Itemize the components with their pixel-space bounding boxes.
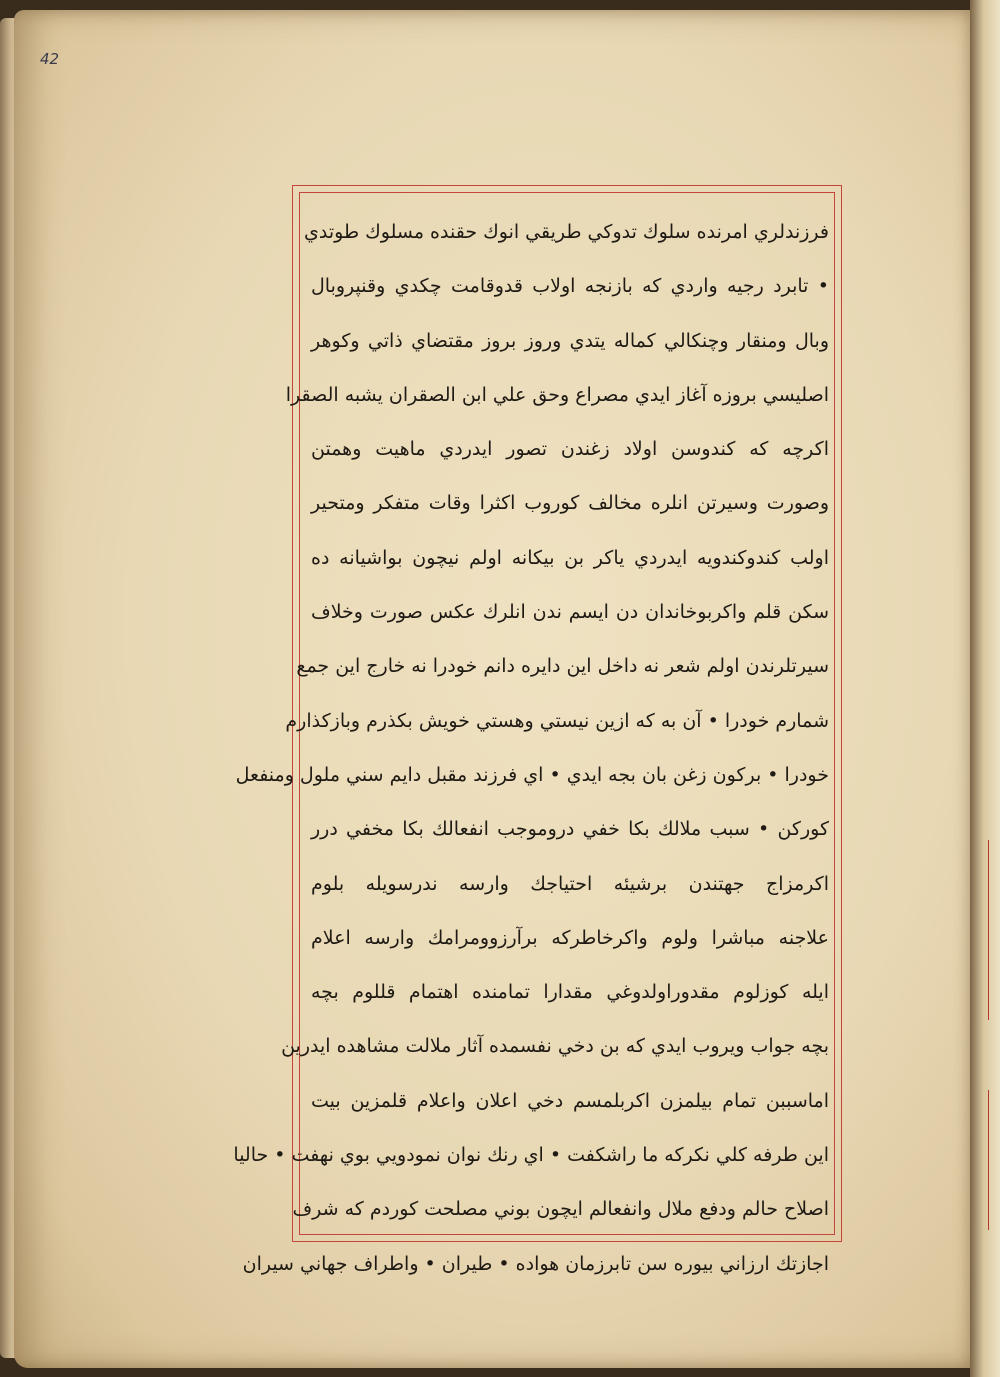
- text-line: اولب كندوكندويه ايدردي ياكر بن بيكانه اولم نيچون بواشيانه ده: [311, 546, 829, 569]
- text-line: وصورت وسيرتن انلره مخالف كوروب اكثرا وقات متفكر ومتحير: [311, 492, 829, 515]
- text-line: اصليسي بروزه آغاز ايدي مصراع وحق علي ابن الصقران يشبه الصقرا: [285, 383, 829, 406]
- text-line: خودرا • بركون زغن بان بجه ايدي • اي فرزند مقبل دايم سني ملول ومنفعل: [235, 763, 829, 786]
- text-line: سكن قلم واكربوخاندان دن ايسم ندن انلرك عكس صورت وخلاف: [311, 601, 829, 624]
- text-line: اين طرفه كلي نكركه ما راشكفت • اي رنك نوان نمودويي بوي نهفت • حاليا: [233, 1144, 829, 1167]
- facing-page-rule: [988, 840, 997, 1020]
- text-line: وبال ومنقار وچنكالي كماله يتدي وروز بروز مقتضاي ذاتي وكوهر: [311, 329, 829, 352]
- text-line: اصلاح حالم ودفع ملال وانفعالم ايچون بوني مصلحت كوردم كه شرف: [292, 1198, 829, 1221]
- text-block: [233, 205, 835, 1275]
- text-line: اكرچه كه كندوسن اولاد زغندن تصور ايدردي ماهيت وهمتن: [311, 438, 829, 461]
- text-line: بچه جواب ويروب ايدي كه بن دخي نفسمده آثار ملالت مشاهده ايدرين: [281, 1035, 829, 1058]
- text-line: • تابرد رجيه واردي كه بازنجه اولاب قدوقامت چكدي وقنپروبال: [311, 275, 829, 298]
- text-line: علاجنه مباشرا ولوم واكرخاطركه برآرزوومرامك وارسه اعلام: [311, 926, 829, 949]
- facing-page-rule: [988, 1090, 997, 1230]
- text-line: اكرمزاج جهتندن برشيئه احتياجك وارسه ندرسويله بلوم: [311, 872, 829, 895]
- text-line: ايله كوزلوم مقدوراولدوغي مقدارا تمامنده اهتمام قللوم بچه: [311, 981, 829, 1004]
- text-line: سيرتلرندن اولم شعر نه داخل اين دايره دانم خودرا نه خارج اين جمع: [296, 655, 829, 678]
- text-line: اماسببن تمام بيلمزن اكربلمسم دخي اعلان واعلام قلمزين بيت: [311, 1089, 829, 1112]
- text-line: شمارم خودرا • آن به كه ازين نيستي وهستي خويش بكذرم وبازكذارم: [285, 709, 829, 732]
- folio-number: 42: [40, 50, 60, 68]
- text-line: اجازتك ارزاني بيوره سن تابرزمان هواده • طيران • واطراف جهاني سيران: [242, 1252, 829, 1275]
- text-line: كوركن • سبب ملالك بكا خفي دروموجب انفعالك بكا مخفي درر: [311, 818, 829, 841]
- text-line: فرزندلري امرنده سلوك تدوكي طريقي انوك حقنده مسلوك طوتدي: [304, 221, 829, 243]
